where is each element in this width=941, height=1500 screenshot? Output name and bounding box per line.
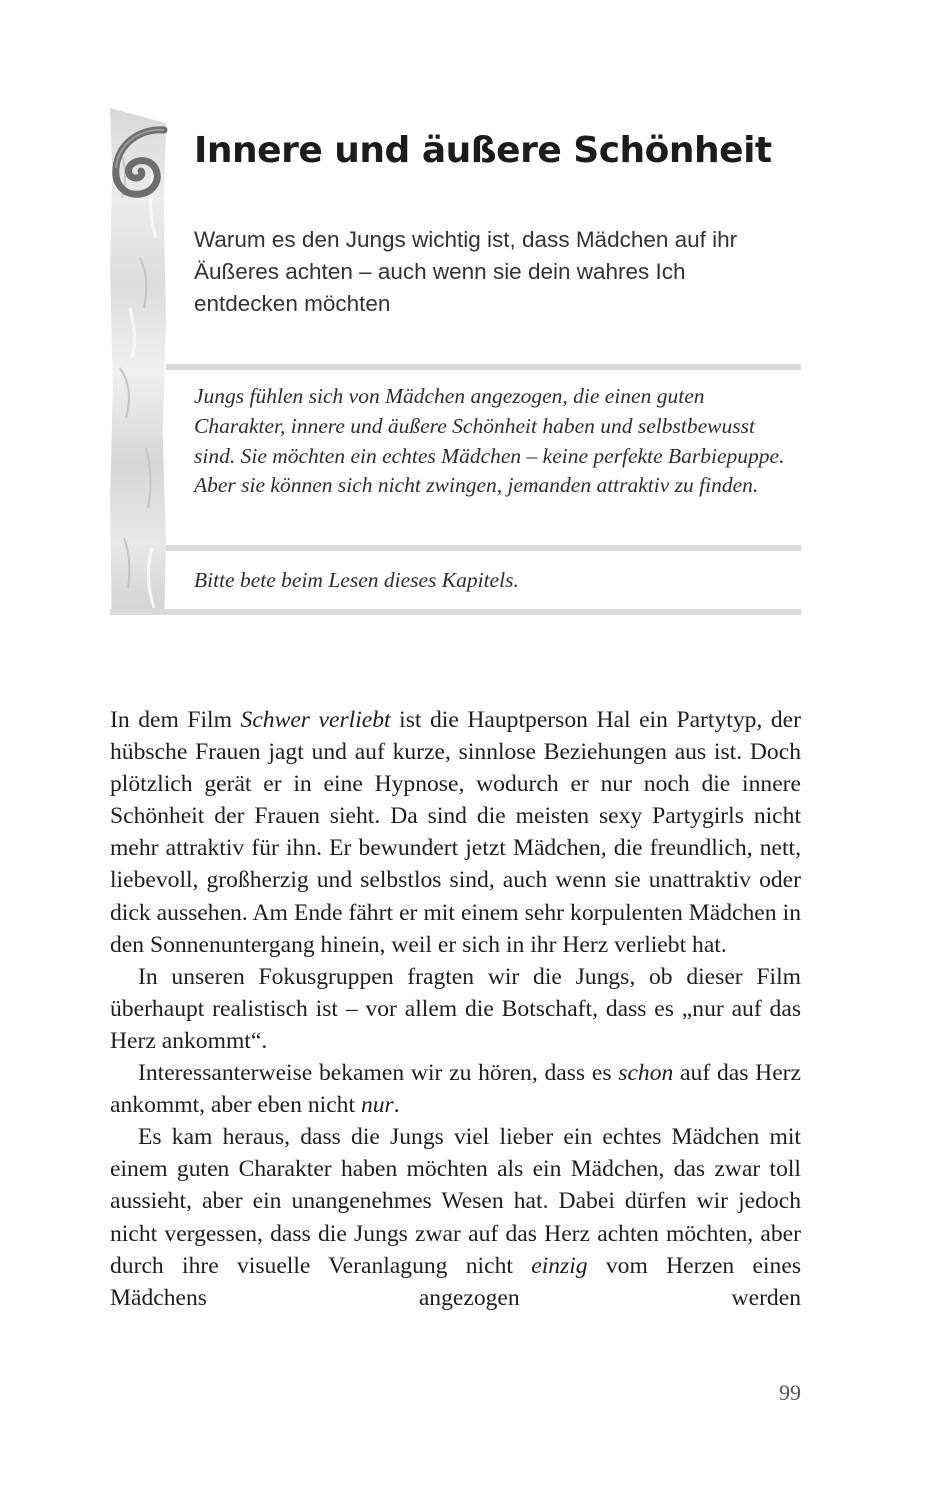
intro-note: Bitte bete beim Lesen dieses Kapitels. (194, 568, 519, 592)
divider-middle (166, 545, 801, 551)
spiral-6-icon (110, 120, 170, 200)
film-title: Schwer verliebt (240, 707, 391, 733)
divider-top (166, 364, 801, 370)
divider-bottom (110, 609, 801, 615)
chapter-subtitle: Warum es den Jungs wichtig ist, dass Mädchen auf ihr Äußeres achten – auch wenn sie dein wahres Ich entdecken möchten (194, 227, 738, 316)
chapter-title: Innere und äußere Schönheit (194, 130, 772, 171)
page-number: 99 (779, 1380, 801, 1405)
emphasis: schon (618, 1060, 674, 1087)
emphasis: einzig (531, 1252, 588, 1279)
emphasis: nur (360, 1092, 394, 1119)
paragraph-1: In dem Film Schwer verliebt ist die Hauptperson Hal ein Partytyp, der hübsche Frauen jagt und auf kurze, sinnlose Beziehungen aus ist. Doch plötzlich gerät er in eine Hypnose, wodurch er nur noch die innere Schönheit der Frauen sieht. Da sind die meisten sexy Partygirls nicht mehr attraktiv für ihn. Er bewundert jetzt Mädchen, die freundlich, nett, liebevoll, großherzig und selbstlos sind, auch wenn sie unattraktiv oder dick aussehen. Am Ende fährt er mit einem sehr korpulenten Mädchen in den Sonnenuntergang hinein, weil er sich in ihr Herz verliebt hat. (110, 707, 801, 958)
body-text (110, 704, 801, 1314)
paragraph-3: Interessanterweise bekamen wir zu hören, dass es schon auf das Herz ankommt, aber eben nicht nur. (110, 1060, 801, 1119)
paragraph-4: Es kam heraus, dass die Jungs viel lieber ein echtes Mädchen mit einem guten Charakter haben möchten als ein Mädchen, das zwar toll aussieht, aber ein unangenehmes Wesen hat. Dabei dürfen wir jedoch nicht vergessen, dass die Jungs zwar auf das Herz achten möchten, aber durch ihre visuelle Veranlagung nicht einzig vom Herzen eines Mädchens angezogen werden (110, 1124, 801, 1311)
paragraph-2: In unseren Fokusgruppen fragten wir die Jungs, ob dieser Film überhaupt realistisch ist – vor allem die Botschaft, dass es „nur auf das Herz ankommt“. (110, 963, 801, 1054)
intro-quote: Jungs fühlen sich von Mädchen angezogen, die einen guten Charakter, innere und äußere Schönheit haben und selbstbewusst sind. Sie möchten ein echtes Mädchen – keine perfekte Barbiepuppe. Aber sie können sich nicht zwingen, jemanden attraktiv zu finden. (194, 384, 785, 498)
